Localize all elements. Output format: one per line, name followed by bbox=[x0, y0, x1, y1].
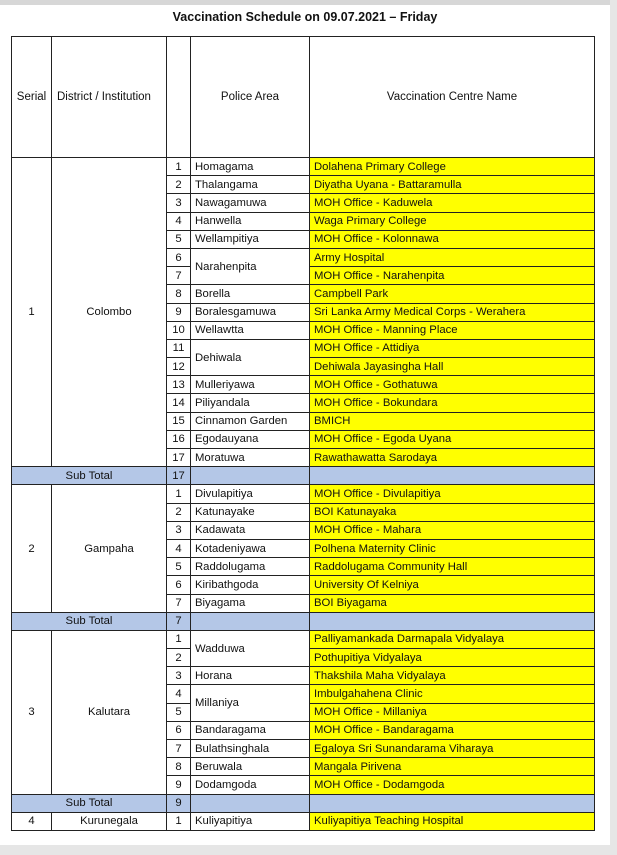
police-area: Boralesgamuwa bbox=[191, 303, 310, 321]
police-area: Biyagama bbox=[191, 594, 310, 612]
row-number: 2 bbox=[167, 176, 191, 194]
vaccination-schedule-table bbox=[11, 36, 595, 831]
police-area: Bandaragama bbox=[191, 721, 310, 739]
subtotal-value: 17 bbox=[167, 467, 191, 485]
document-title: Vaccination Schedule on 09.07.2021 – Friday bbox=[172, 10, 438, 24]
police-area: Raddolugama bbox=[191, 558, 310, 576]
district-name: Gampaha bbox=[52, 485, 167, 612]
vaccination-centre: MOH Office - Dodamgoda bbox=[310, 776, 595, 794]
row-number: 1 bbox=[167, 158, 191, 176]
table-row bbox=[12, 630, 595, 648]
row-number: 1 bbox=[167, 630, 191, 648]
row-number: 4 bbox=[167, 685, 191, 703]
vaccination-centre: Thakshila Maha Vidyalaya bbox=[310, 667, 595, 685]
row-number: 14 bbox=[167, 394, 191, 412]
subtotal-empty-cell bbox=[310, 467, 595, 485]
page-frame-right bbox=[610, 0, 617, 855]
police-area: Kiribathgoda bbox=[191, 576, 310, 594]
row-number: 15 bbox=[167, 412, 191, 430]
vaccination-centre: MOH Office - Bandaragama bbox=[310, 721, 595, 739]
subtotal-row bbox=[12, 467, 595, 485]
row-number: 4 bbox=[167, 539, 191, 557]
row-number: 9 bbox=[167, 776, 191, 794]
vaccination-centre: BOI Katunayaka bbox=[310, 503, 595, 521]
district-name: Kurunegala bbox=[52, 812, 167, 830]
header-number bbox=[167, 37, 191, 158]
vaccination-centre: Waga Primary College bbox=[310, 212, 595, 230]
police-area: Nawagamuwa bbox=[191, 194, 310, 212]
row-number: 3 bbox=[167, 521, 191, 539]
subtotal-value: 9 bbox=[167, 794, 191, 812]
police-area: Hanwella bbox=[191, 212, 310, 230]
police-area: Wellampitiya bbox=[191, 230, 310, 248]
vaccination-centre: Imbulgahahena Clinic bbox=[310, 685, 595, 703]
header-serial: Serial bbox=[12, 37, 52, 158]
vaccination-centre: Diyatha Uyana - Battaramulla bbox=[310, 176, 595, 194]
vaccination-centre: Dolahena Primary College bbox=[310, 158, 595, 176]
page-frame-top bbox=[0, 0, 617, 5]
row-number: 16 bbox=[167, 430, 191, 448]
vaccination-centre: Army Hospital bbox=[310, 248, 595, 266]
police-area: Cinnamon Garden bbox=[191, 412, 310, 430]
vaccination-centre: MOH Office - Mahara bbox=[310, 521, 595, 539]
row-number: 9 bbox=[167, 303, 191, 321]
police-area: Kadawata bbox=[191, 521, 310, 539]
vaccination-centre: Kuliyapitiya Teaching Hospital bbox=[310, 812, 595, 830]
police-area: Piliyandala bbox=[191, 394, 310, 412]
subtotal-row bbox=[12, 794, 595, 812]
vaccination-centre: MOH Office - Gothatuwa bbox=[310, 376, 595, 394]
subtotal-empty-cell bbox=[191, 612, 310, 630]
row-number: 11 bbox=[167, 339, 191, 357]
police-area: Bulathsinghala bbox=[191, 740, 310, 758]
row-number: 7 bbox=[167, 267, 191, 285]
vaccination-centre: MOH Office - Narahenpita bbox=[310, 267, 595, 285]
police-area: Divulapitiya bbox=[191, 485, 310, 503]
district-name: Kalutara bbox=[52, 630, 167, 794]
row-number: 8 bbox=[167, 285, 191, 303]
vaccination-centre: University Of Kelniya bbox=[310, 576, 595, 594]
police-area: Kuliyapitiya bbox=[191, 812, 310, 830]
row-number: 12 bbox=[167, 358, 191, 376]
subtotal-empty-cell bbox=[191, 794, 310, 812]
police-area: Homagama bbox=[191, 158, 310, 176]
district-serial: 4 bbox=[12, 812, 52, 830]
vaccination-centre: MOH Office - Divulapitiya bbox=[310, 485, 595, 503]
vaccination-centre: Egaloya Sri Sunandarama Viharaya bbox=[310, 740, 595, 758]
police-area: Wellawtta bbox=[191, 321, 310, 339]
row-number: 1 bbox=[167, 812, 191, 830]
subtotal-empty-cell bbox=[191, 467, 310, 485]
subtotal-label: Sub Total bbox=[12, 612, 167, 630]
row-number: 3 bbox=[167, 667, 191, 685]
vaccination-centre: MOH Office - Egoda Uyana bbox=[310, 430, 595, 448]
row-number: 3 bbox=[167, 194, 191, 212]
header-centre: Vaccination Centre Name bbox=[310, 37, 595, 158]
vaccination-centre: Polhena Maternity Clinic bbox=[310, 539, 595, 557]
row-number: 4 bbox=[167, 212, 191, 230]
row-number: 2 bbox=[167, 649, 191, 667]
table-row bbox=[12, 485, 595, 503]
vaccination-centre: MOH Office - Kolonnawa bbox=[310, 230, 595, 248]
vaccination-centre: MOH Office - Attidiya bbox=[310, 339, 595, 357]
row-number: 6 bbox=[167, 248, 191, 266]
row-number: 17 bbox=[167, 449, 191, 467]
subtotal-value: 7 bbox=[167, 612, 191, 630]
police-area: Millaniya bbox=[191, 685, 310, 721]
row-number: 5 bbox=[167, 230, 191, 248]
vaccination-centre: Rawathawatta Sarodaya bbox=[310, 449, 595, 467]
page-frame-bottom bbox=[0, 845, 617, 855]
police-area: Narahenpita bbox=[191, 248, 310, 284]
vaccination-centre: MOH Office - Bokundara bbox=[310, 394, 595, 412]
vaccination-centre: Sri Lanka Army Medical Corps - Werahera bbox=[310, 303, 595, 321]
row-number: 7 bbox=[167, 740, 191, 758]
police-area: Moratuwa bbox=[191, 449, 310, 467]
row-number: 10 bbox=[167, 321, 191, 339]
row-number: 8 bbox=[167, 758, 191, 776]
table-row bbox=[12, 812, 595, 830]
police-area: Dehiwala bbox=[191, 339, 310, 375]
table-row bbox=[12, 158, 595, 176]
row-number: 5 bbox=[167, 703, 191, 721]
subtotal-row bbox=[12, 612, 595, 630]
district-serial: 2 bbox=[12, 485, 52, 612]
vaccination-centre: Dehiwala Jayasingha Hall bbox=[310, 358, 595, 376]
vaccination-centre: Pothupitiya Vidyalaya bbox=[310, 649, 595, 667]
vaccination-centre: MOH Office - Millaniya bbox=[310, 703, 595, 721]
police-area: Beruwala bbox=[191, 758, 310, 776]
subtotal-label: Sub Total bbox=[12, 467, 167, 485]
police-area: Katunayake bbox=[191, 503, 310, 521]
subtotal-label: Sub Total bbox=[12, 794, 167, 812]
row-number: 5 bbox=[167, 558, 191, 576]
table-header-row bbox=[12, 37, 595, 158]
vaccination-centre: BOI Biyagama bbox=[310, 594, 595, 612]
police-area: Dodamgoda bbox=[191, 776, 310, 794]
police-area: Thalangama bbox=[191, 176, 310, 194]
row-number: 7 bbox=[167, 594, 191, 612]
subtotal-empty-cell bbox=[310, 612, 595, 630]
row-number: 13 bbox=[167, 376, 191, 394]
police-area: Mulleriyawa bbox=[191, 376, 310, 394]
vaccination-centre: BMICH bbox=[310, 412, 595, 430]
vaccination-centre: MOH Office - Manning Place bbox=[310, 321, 595, 339]
row-number: 6 bbox=[167, 576, 191, 594]
subtotal-empty-cell bbox=[310, 794, 595, 812]
row-number: 1 bbox=[167, 485, 191, 503]
vaccination-centre: Raddolugama Community Hall bbox=[310, 558, 595, 576]
district-serial: 1 bbox=[12, 158, 52, 467]
district-name: Colombo bbox=[52, 158, 167, 467]
row-number: 2 bbox=[167, 503, 191, 521]
vaccination-centre: Palliyamankada Darmapala Vidyalaya bbox=[310, 630, 595, 648]
district-serial: 3 bbox=[12, 630, 52, 794]
police-area: Egodauyana bbox=[191, 430, 310, 448]
vaccination-centre: MOH Office - Kaduwela bbox=[310, 194, 595, 212]
police-area: Borella bbox=[191, 285, 310, 303]
header-police-area: Police Area bbox=[191, 37, 310, 158]
header-district: District / Institution bbox=[52, 37, 167, 158]
row-number: 6 bbox=[167, 721, 191, 739]
police-area: Wadduwa bbox=[191, 630, 310, 666]
police-area: Horana bbox=[191, 667, 310, 685]
vaccination-centre: Campbell Park bbox=[310, 285, 595, 303]
police-area: Kotadeniyawa bbox=[191, 539, 310, 557]
vaccination-centre: Mangala Pirivena bbox=[310, 758, 595, 776]
